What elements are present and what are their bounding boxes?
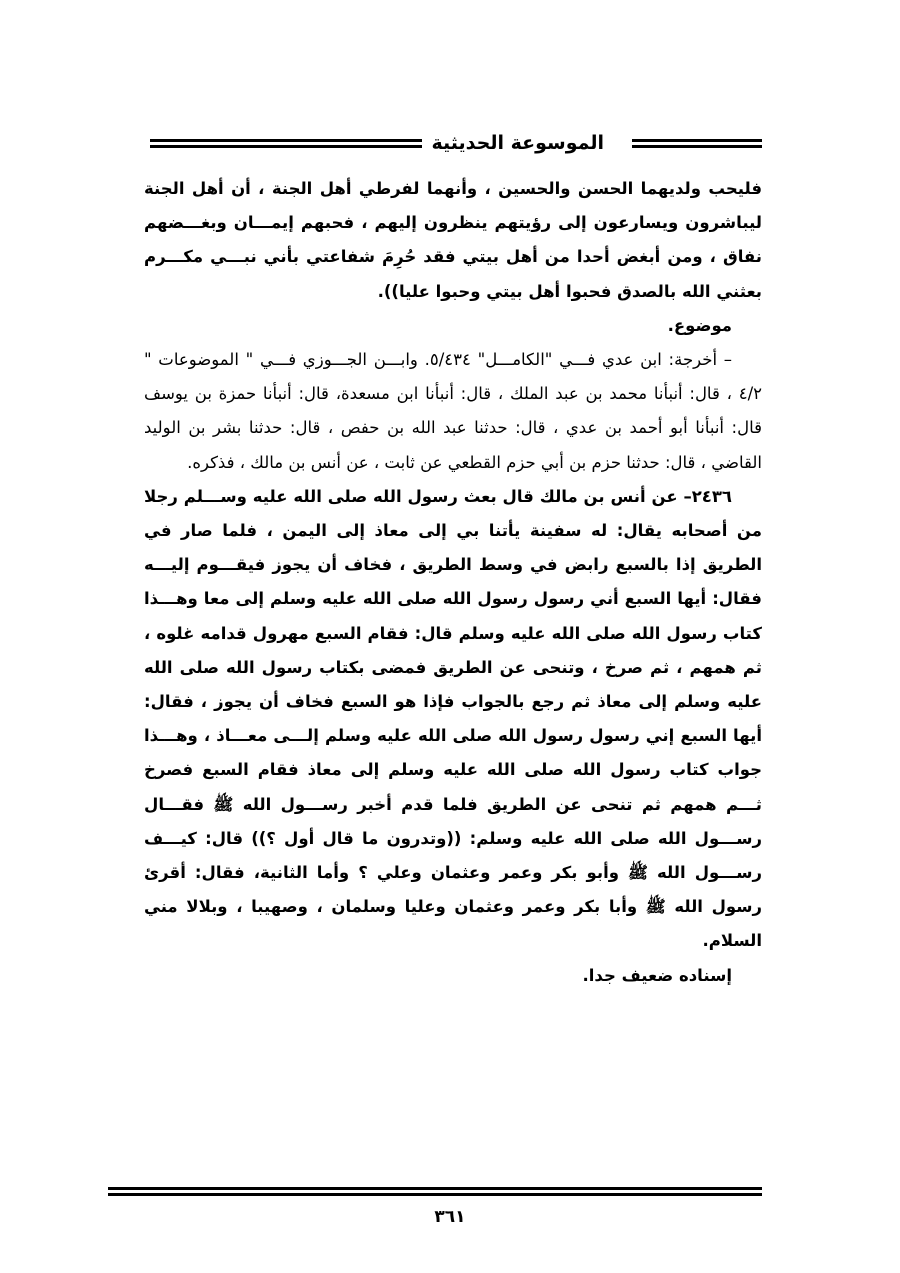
hadith-text-continued: فليحب ولديهما الحسن والحسين ، وأنهما لفرطي أهل الجنة ، أن أهل الجنة ليباشرون ويسارعون إلى رؤيتهم ينظرون إليهم ، فحبهم إيمـــان وبغـــضهم نفاق ، ومن أبغض أحدا من أهل بيتي فقد حُرِمَ شفاعتي بأني نبـــي مكـــرم بعثني الله بالصدق فحبوا أهل بيتي وحبوا عليا)). [144, 179, 762, 301]
header-rule-left [150, 139, 422, 142]
footer-rule [108, 1193, 762, 1196]
header-rule-right [632, 139, 762, 142]
header-rule-left [150, 145, 422, 148]
running-header [150, 128, 762, 158]
page-body [144, 172, 762, 993]
hadith-grade: إسناده ضعيف جدا. [582, 965, 732, 985]
header-rule-right [632, 145, 762, 148]
hadith-text: ٢٤٣٦– عن أنس بن مالك قال بعث رسول الله صلى الله عليه وســـلم رجلا من أصحابه يقال: له سفينة يأتنا بي إلى معاذ إلى اليمن ، فلما صار في الطريق إذا بالسبع رابض في وسط الطريق ، فخاف أن يجوز فيقـــوم إليـــه فقال: أيها السبع أني رسول رسول الله صلى الله عليه وسلم إلى معا وهـــذا كتاب رسول الله صلى الله عليه وسلم قال: فقام السبع مهرول قدامه غلوه ، ثم همهم ، ثم صرخ ، وتنحى عن الطريق فمضى بكتاب رسول الله صلى الله عليه وسلم إلى معاذ ثم رجع بالجواب فإذا هو السبع فخاف أن يجوز ، فقال: أيها السبع إني رسول رسول الله صلى الله عليه وسلم إلـــى معـــاذ ، وهـــذا جواب كتاب رسول الله صلى الله عليه وسلم إلى معاذ فقام السبع فصرخ ثـــم همهم ثم تنحى عن الطريق فلما قدم أخبر رســـول الله ﷺ فقـــال رســـول الله صلى الله عليه وسلم: ((وتدرون ما قال أول ؟)) قال: كيـــف رســـول الله ﷺ وأبو بكر وعمر وعثمان وعلي ؟ وأما الثانية، فقال: أقرئ رسول الله ﷺ وأبا بكر وعمر وعثمان وعليا وسلمان ، وصهيبا ، وبلالا مني السلام. [144, 486, 762, 951]
header-title: الموسوعة الحديثية [422, 128, 615, 158]
footer-rule [108, 1187, 762, 1190]
hadith-grade: موضوع. [667, 315, 732, 335]
takhrij-paragraph: – أخرجة: ابن عدي فـــي "الكامـــل" ٥/٤٣٤. وابـــن الجـــوزي فـــي " الموضوعات " ٤/٢ ، قال: أنبأنا محمد بن عبد الملك ، قال: أنبأنا ابن مسعدة، قال: أنبأنا حمزة بن يوسف قال: أنبأنا أبو أحمد بن عدي ، قال: حدثنا عبد الله بن حفص ، قال: حدثنا بشر بن الوليد القاضي ، قال: حدثنا حزم بن أبي حزم القطعي عن ثابت ، عن أنس بن مالك ، فذكره. [144, 350, 762, 472]
page-number: ٣٦١ [434, 1207, 466, 1227]
